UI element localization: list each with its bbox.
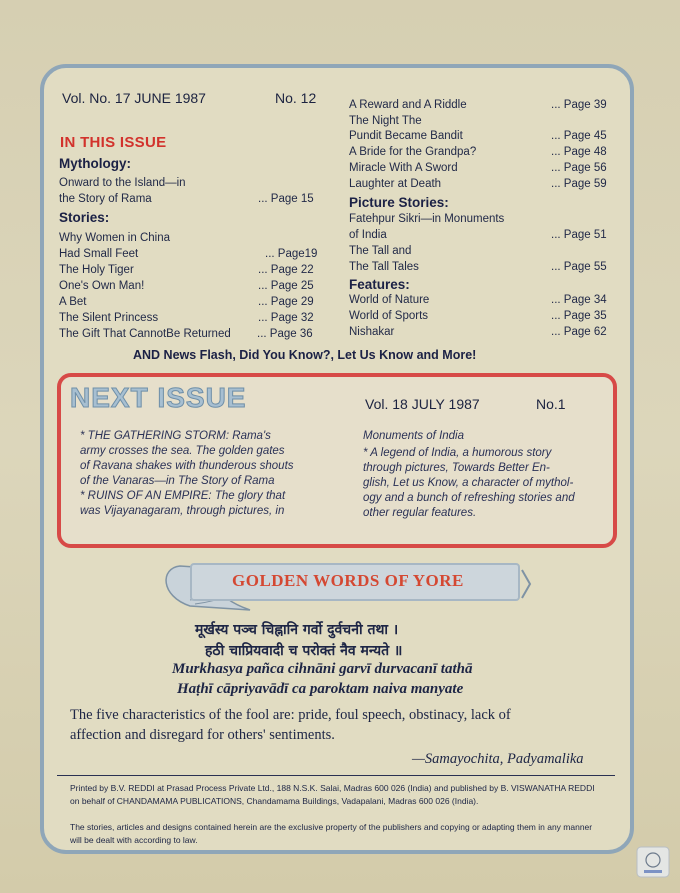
next-right-line: * A legend of India, a humorous story (363, 447, 552, 459)
right-item-title: Laughter at Death (349, 178, 442, 190)
next-left-line: of Ravana shakes with thunderous shouts (80, 460, 294, 472)
imprint-text: Printed by B.V. REDDI at Prasad Process Private Ltd., 188 N.S.K. Salai, Madras 600 026 (India) and published by B. VISWANATHA REDDI on behalf of CHANDAMAMA PUBLICATIONS, Chandamama Buildings, Vadapalani, Madras 600 026 (India). (70, 783, 595, 806)
mythology-line-2: the Story of Rama (59, 193, 152, 205)
feature-item-title: Nishakar (349, 326, 395, 338)
story-page: ... Page 36 (257, 328, 313, 340)
right-item-title: The Night The (349, 115, 422, 127)
next-right-heading: Monuments of India (363, 430, 465, 442)
next-left-line: * THE GATHERING STORM: Rama's (80, 430, 271, 442)
quote-source: —Samayochita, Padyamalika (412, 751, 584, 767)
more-contents-line: AND News Flash, Did You Know?, Let Us Know and More! (133, 348, 477, 362)
copyright-text: The stories, articles and designs contained herein are the exclusive property of the publishers and copying or adapting them in any manner will be dealt with according to law. (70, 822, 593, 845)
right-item-page: ... Page 59 (551, 178, 607, 190)
story-title: Had Small Feet (59, 248, 139, 260)
issue-number: No. 12 (275, 90, 317, 106)
footer-divider (57, 775, 615, 776)
next-right-line: through pictures, Towards Better En- (363, 462, 550, 474)
next-right-line: other regular features. (363, 507, 477, 519)
right-item-title: Pundit Became Bandit (349, 130, 463, 142)
next-right-line: glish, Let us Know, a character of mythol- (363, 477, 574, 489)
next-right-line: ogy and a bunch of refreshing stories and (363, 492, 575, 504)
next-left-line: * RUINS OF AN EMPIRE: The glory that (80, 490, 286, 502)
next-issue-number: No.1 (536, 396, 566, 412)
story-page: ... Page 25 (258, 280, 314, 292)
story-title: The Gift That CannotBe Returned (59, 328, 231, 340)
next-issue-title: NEXT ISSUE (70, 382, 247, 413)
right-item-page: ... Page 48 (551, 146, 607, 158)
feature-item-page: ... Page 35 (551, 310, 607, 322)
sanskrit-line-2: हठी चाप्रियवादी च परोक्तं नैव मन्यते ॥ (205, 643, 403, 659)
feature-item-title: World of Sports (349, 310, 429, 322)
publisher-logo (636, 846, 670, 878)
mythology-heading: Mythology: (59, 156, 131, 171)
mythology-page: ... Page 15 (258, 193, 314, 205)
story-page: ... Page 29 (258, 296, 314, 308)
picture-stories-heading: Picture Stories: (349, 195, 449, 210)
story-title: The Holy Tiger (59, 264, 134, 276)
transliteration-line-2: Haṭhī cāpriyavādī ca paroktam naiva manyate (177, 681, 464, 697)
picture-item-title: The Tall Tales (349, 261, 419, 273)
feature-item-page: ... Page 62 (551, 326, 607, 338)
in-this-issue-heading: IN THIS ISSUE (60, 134, 167, 151)
right-item-page: ... Page 39 (551, 99, 607, 111)
volume-label: Vol. No. 17 JUNE 1987 (62, 90, 206, 106)
right-item-title: A Reward and A Riddle (349, 99, 467, 111)
golden-words-banner (190, 563, 520, 601)
english-line-1: The five characteristics of the fool are: pride, foul speech, obstinacy, lack of (70, 707, 511, 723)
story-title: One's Own Man! (59, 280, 145, 292)
picture-item-title: of India (349, 229, 387, 241)
next-left-line: of the Vanaras—in The Story of Rama (80, 475, 275, 487)
mythology-line-1: Onward to the Island—in (59, 177, 186, 189)
feature-item-title: World of Nature (349, 294, 430, 306)
right-item-title: A Bride for the Grandpa? (349, 146, 477, 158)
next-issue-volume: Vol. 18 JULY 1987 (365, 396, 480, 412)
story-page: ... Page 32 (258, 312, 314, 324)
next-left-line: was Vijayanagaram, through pictures, in (80, 505, 285, 517)
picture-item-title: Fatehpur Sikri—in Monuments (349, 213, 505, 225)
story-title: Why Women in China (59, 232, 170, 244)
next-left-line: army crosses the sea. The golden gates (80, 445, 285, 457)
english-line-2: affection and disregard for others' sentiments. (70, 727, 335, 743)
picture-item-page: ... Page 51 (551, 229, 607, 241)
right-item-title: Miracle With A Sword (349, 162, 458, 174)
picture-item-page: ... Page 55 (551, 261, 607, 273)
stories-heading: Stories: (59, 210, 110, 225)
story-page: ... Page 22 (258, 264, 314, 276)
right-item-page: ... Page 45 (551, 130, 607, 142)
features-heading: Features: (349, 277, 410, 292)
story-page: ... Page19 (265, 248, 318, 260)
picture-item-title: The Tall and (349, 245, 412, 257)
story-title: A Bet (59, 296, 87, 308)
transliteration-line-1: Murkhasya pañca cihnāni garvī durvacanī tathā (172, 661, 473, 677)
sanskrit-line-1: मूर्खस्य पञ्च चिह्नानि गर्वो दुर्वचनी तथा । (195, 622, 399, 638)
feature-item-page: ... Page 34 (551, 294, 607, 306)
golden-words-title: GOLDEN WORDS OF YORE (232, 571, 464, 590)
right-item-page: ... Page 56 (551, 162, 607, 174)
story-title: The Silent Princess (59, 312, 159, 324)
